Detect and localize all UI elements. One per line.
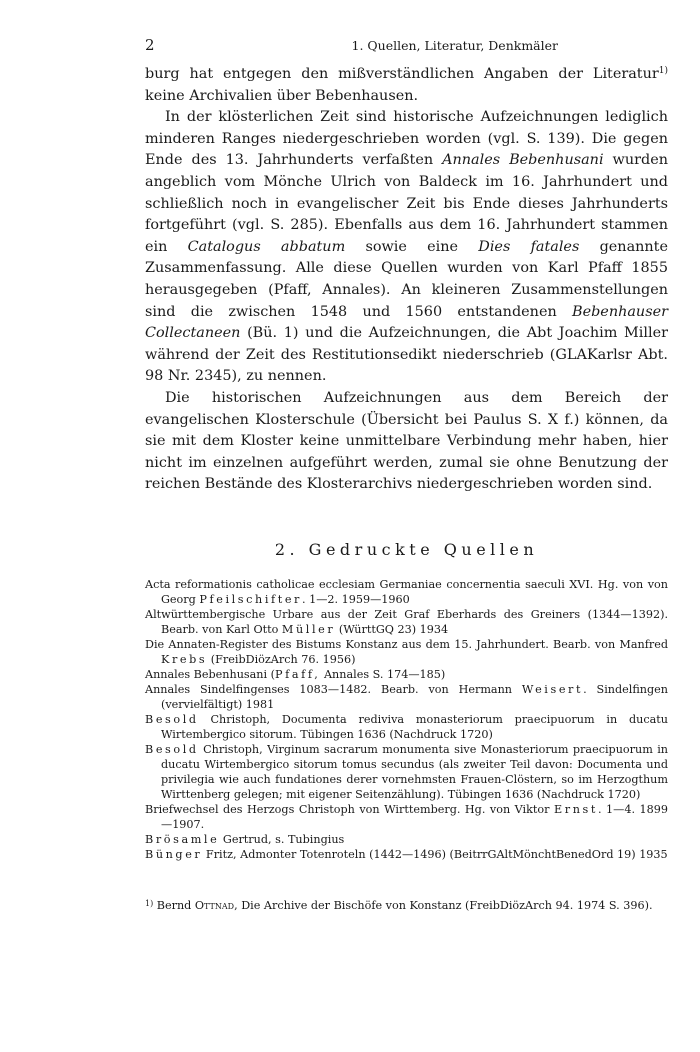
paragraph-3	[145, 388, 668, 496]
running-head-title: 1. Quellen, Literatur, Denkmäler	[351, 38, 558, 53]
text-segment: genannte Zusammenfassung. Alle diese Quellen wurden von Karl Pfaff 1855 herausgegeben (Pfaff, Annales). An kleineren Zusammenstellungen sind die zwischen 1548 und 1560 entstandenen	[145, 238, 668, 320]
bibliography-entry: Annales Sindelfingenses 1083—1482. Bearb. von Hermann Weisert. Sindelfingen (vervielfältigt) 1981	[145, 682, 668, 711]
paragraph-1	[145, 64, 668, 107]
text-segment: (Bü. 1) und die Aufzeichnungen, die Abt Joachim Miller während der Zeit des Restitutionsedikt niederschrieb (GLAKarlsr Abt. 98 Nr. 2345), zu nennen.	[145, 325, 668, 385]
bibliography-entry: Die Annaten-Register des Bistums Konstanz aus dem 15. Jahrhundert. Bearb. von Manfred Krebs (FreibDiözArch 76. 1956)	[145, 637, 668, 666]
author-name: Besold	[145, 712, 199, 726]
running-head	[145, 36, 668, 56]
author-name: Bünger	[145, 847, 203, 861]
text-segment: sowie eine	[345, 238, 479, 255]
author-name: Brösamle	[145, 832, 220, 846]
footnote-mark: 1)	[145, 898, 154, 908]
bibliography-entry: Altwürttembergische Urbare aus der Zeit Graf Eberhards des Greiners (1344—1392). Bearb. von Karl Otto Müller (WürttGQ 23) 1934	[145, 607, 668, 636]
text-segment: Die historischen Aufzeichnungen aus dem Bereich der evangelischen Klosterschule (Übersicht bei Paulus S. X f.) können, da sie mit dem Kloster keine unmittelbare Verbindung mehr haben, hier nicht im einzelnen aufgeführt werden, zumal sie ohne Benutzung der reichen Bestände des Klosterarchivs niedergeschrieben worden sind.	[145, 389, 668, 493]
footnote: $^{1)}$ Bernd Ottnad, Die Archive der Bischöfe von Konstanz (FreibDiözArch 94. 1974 S. 396).	[145, 898, 653, 912]
text-segment: burg hat entgegen den mißverständlichen Angaben der Literatur	[145, 66, 659, 82]
text-segment: wurden angeblich vom Mönche Ulrich von Baldeck im 16. Jahrhundert und schließlich noch in evangelischer Zeit bis Ende dieses Jahrhunderts fortgeführt (vgl. S. 285). Ebenfalls aus dem 16. Jahrhundert stammen ein	[145, 152, 668, 255]
bibliography-list	[145, 577, 668, 862]
bibliography-entry: Acta reformationis catholicae ecclesiam Germaniae concernentia saeculi XVI. Hg. von von Georg Pfeilschifter. 1—2. 1959—1960	[145, 577, 668, 606]
footnote-reference[interactable]: 1)	[658, 66, 668, 76]
author-name: Weisert	[521, 682, 584, 696]
section-heading: 2. Gedruckte Quellen	[274, 539, 539, 559]
title-dies-fatales: Dies fatales	[478, 238, 580, 255]
title-catalogus-abbatum: Catalogus abbatum	[187, 238, 346, 255]
bibliography-entry: Annales Bebenhusani (Pfaff, Annales S. 174—185)	[145, 667, 446, 681]
bibliography-entry: Briefwechsel des Herzogs Christoph von Wirttemberg. Hg. von Viktor Ernst. 1—4. 1899—1907.	[145, 802, 668, 831]
text-segment: In der klösterlichen Zeit sind historische Aufzeichnungen lediglich minderen Ranges niedergeschrieben worden (vgl. S. 139). Die gegen Ende des 13. Jahrhunderts verfaßten	[145, 109, 668, 169]
title-annales-bebenhusani: Annales Bebenhusani	[442, 152, 604, 169]
author-name: Krebs	[161, 652, 208, 666]
author-name: Ernst	[554, 802, 598, 816]
bibliography-entry: Brösamle Gertrud, s. Tubingius	[145, 832, 345, 846]
bibliography-entry: Besold Christoph, Documenta rediviva monasteriorum praecipuorum in ducatu Wirtembergico sitorum. Tübingen 1636 (Nachdruck 1720)	[145, 712, 668, 741]
page	[145, 36, 668, 913]
text-segment: keine Archivalien über Bebenhausen.	[145, 87, 419, 104]
footnote-author: Ottnad	[194, 898, 235, 912]
author-name: Pfaff,	[275, 667, 321, 681]
author-name: Besold	[145, 742, 199, 756]
bibliography-entry: Besold Christoph, Virginum sacrarum monumenta sive Monasteriorum praecipuorum in ducatu Wirtembergico sitorum tomus secundus (als zweiter Teil davon: Documenta und privilegia wie auch fundationes derer vornehmsten Frauen-Clöstern, so im Herzogthum Wirttenberg gelegen; mit eigener Seitenzählung). Tübingen 1636 (Nachdruck 1720)	[145, 742, 668, 801]
author-name: Müller	[281, 622, 336, 636]
body-text	[145, 64, 668, 496]
bibliography-entry: Bünger Fritz, Admonter Totenroteln (1442—1496) (BeitrrGAltMönchtBenedOrd 19) 1935	[145, 847, 668, 861]
author-name: Pfeilschifter	[199, 592, 302, 606]
paragraph-2	[145, 107, 668, 388]
page-number: 2	[145, 36, 155, 54]
title-bebenhauser-collectaneen: Bebenhauser Collectaneen	[145, 303, 668, 342]
